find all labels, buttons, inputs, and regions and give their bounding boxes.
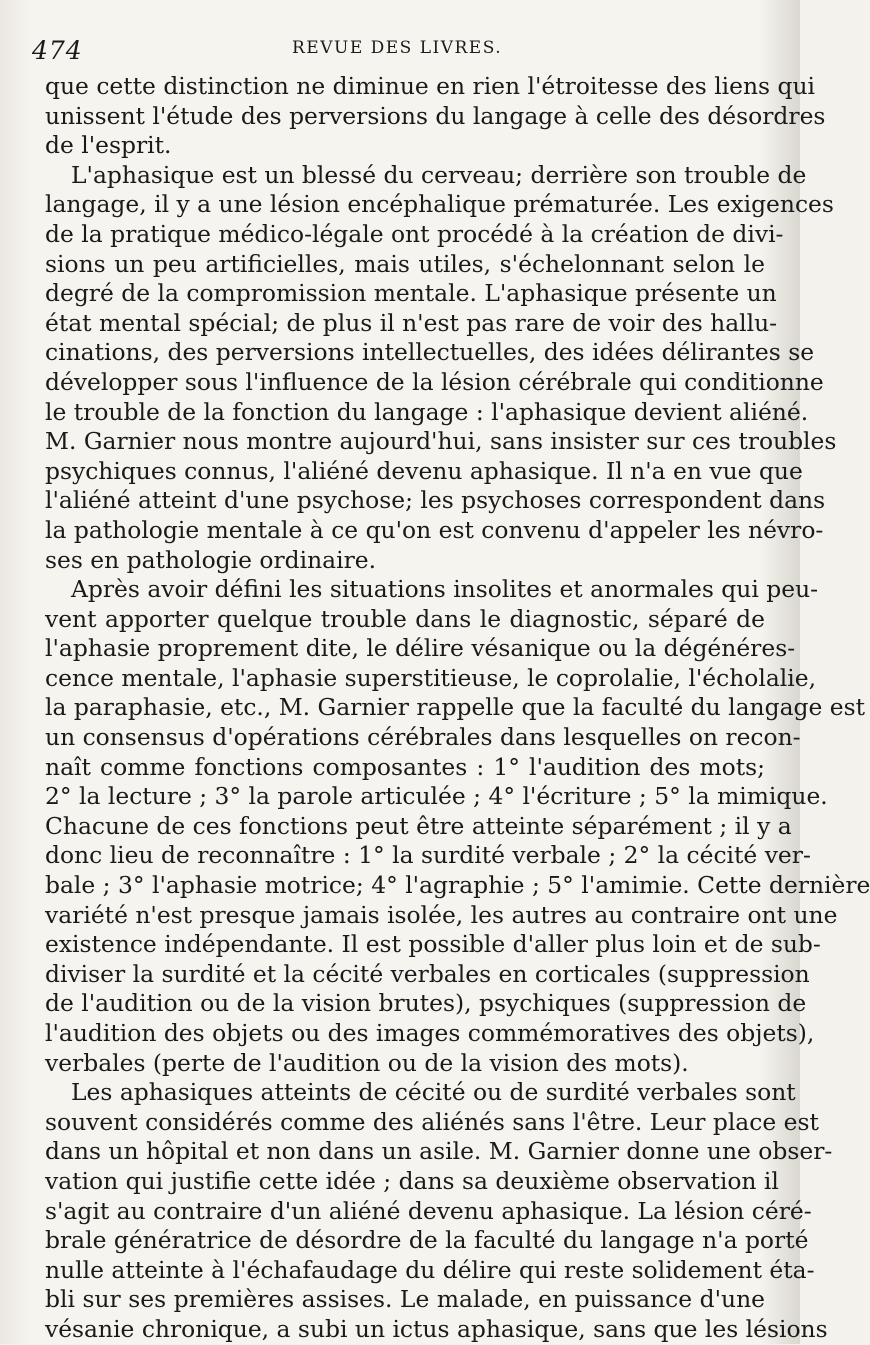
text-line: ses en pathologie ordinaire.: [45, 545, 377, 574]
text-line: bale ; 3° l'aphasie motrice; 4° l'agraphie ; 5° l'amimie. Cette dernière: [45, 871, 870, 900]
text-line: le trouble de la fonction du langage : l'aphasique devient aliéné.: [45, 397, 809, 426]
text-line: souvent considérés comme des aliénés sans l'être. Leur place est: [45, 1107, 819, 1136]
text-line: cence mentale, l'aphasie superstitieuse, le coprolalie, l'écholalie,: [45, 663, 817, 692]
text-line: vation qui justifie cette idée ; dans sa deuxième observation il: [45, 1166, 779, 1195]
text-line: vent apporter quelque trouble dans le diagnostic, séparé de: [45, 604, 765, 633]
text-line: de l'audition ou de la vision brutes), psychiques (suppression de: [45, 989, 807, 1018]
text-line: vésanie chronique, a subi un ictus aphasique, sans que les lésions: [45, 1314, 828, 1343]
text-line: dans un hôpital et non dans un asile. M. Garnier donne une obser-: [45, 1137, 833, 1166]
text-line: brale génératrice de désordre de la faculté du langage n'a porté: [45, 1226, 809, 1255]
text-line: psychiques connus, l'aliéné devenu aphasique. Il n'a en vue que: [45, 456, 803, 485]
text-line: Chacune de ces fonctions peut être atteinte séparément ; il y a: [45, 811, 792, 840]
text-line: existence indépendante. Il est possible d'aller plus loin et de sub-: [45, 930, 821, 959]
text-line: l'audition des objets ou des images commémoratives des objets),: [45, 1019, 815, 1047]
text-line: la pathologie mentale à ce qu'on est convenu d'appeler les névro-: [45, 515, 824, 544]
page-header: [32, 28, 760, 68]
text-line: donc lieu de reconnaître : 1° la surdité verbale ; 2° la cécité ver-: [45, 841, 811, 870]
text-line: M. Garnier nous montre aujourd'hui, sans insister sur ces troubles: [45, 427, 837, 456]
text-line: variété n'est presque jamais isolée, les autres au contraire ont une: [45, 900, 838, 929]
text-line: langage, il y a une lésion encéphalique prématurée. Les exigences: [45, 190, 834, 219]
text-line: verbales (perte de l'audition ou de la vision des mots).: [45, 1048, 689, 1077]
text-line: Après avoir défini les situations insolites et anormales qui peu-: [71, 575, 819, 604]
text-line: la paraphasie, etc., M. Garnier rappelle que la faculté du langage est: [45, 693, 866, 722]
page-number: 474: [32, 36, 83, 65]
text-line: diviser la surdité et la cécité verbales en corticales (suppression: [45, 959, 810, 988]
running-head: REVUE DES LIVRES.: [292, 38, 503, 58]
text-line: Les aphasiques atteints de cécité ou de surdité verbales sont: [71, 1078, 796, 1107]
text-line: de la pratique médico-légale ont procédé à la création de divi-: [45, 219, 784, 248]
text-line: naît comme fonctions composantes : 1° l'audition des mots;: [45, 752, 765, 781]
text-line: état mental spécial; de plus il n'est pas rare de voir des hallu-: [45, 308, 778, 337]
text-line: degré de la compromission mentale. L'aphasique présente un: [45, 279, 777, 308]
text-line: unissent l'étude des perversions du langage à celle des désordres: [45, 101, 826, 130]
text-line: s'agit au contraire d'un aliéné devenu aphasique. La lésion céré-: [45, 1196, 812, 1225]
text-line: nulle atteinte à l'échafaudage du délire qui reste solidement éta-: [45, 1255, 815, 1284]
text-line: l'aphasie proprement dite, le délire vésanique ou la dégénéres-: [45, 634, 796, 663]
text-line: de l'esprit.: [45, 131, 172, 160]
text-line: que cette distinction ne diminue en rien l'étroitesse des liens qui: [45, 72, 816, 100]
text-line: l'aliéné atteint d'une psychose; les psychoses correspondent dans: [45, 486, 826, 515]
text-line: un consensus d'opérations cérébrales dans lesquelles on recon-: [45, 723, 801, 752]
text-line: cinations, des perversions intellectuelles, des idées délirantes se: [45, 338, 815, 367]
text-line: L'aphasique est un blessé du cerveau; derrière son trouble de: [71, 160, 807, 189]
text-line: 2° la lecture ; 3° la parole articulée ; 4° l'écriture ; 5° la mimique.: [45, 782, 828, 811]
body-text: [45, 72, 870, 1345]
text-line: bli sur ses premières assises. Le malade, en puissance d'une: [45, 1285, 765, 1314]
text-line: sions un peu artificielles, mais utiles, s'échelonnant selon le: [45, 249, 765, 278]
text-line: développer sous l'influence de la lésion cérébrale qui conditionne: [45, 367, 824, 396]
